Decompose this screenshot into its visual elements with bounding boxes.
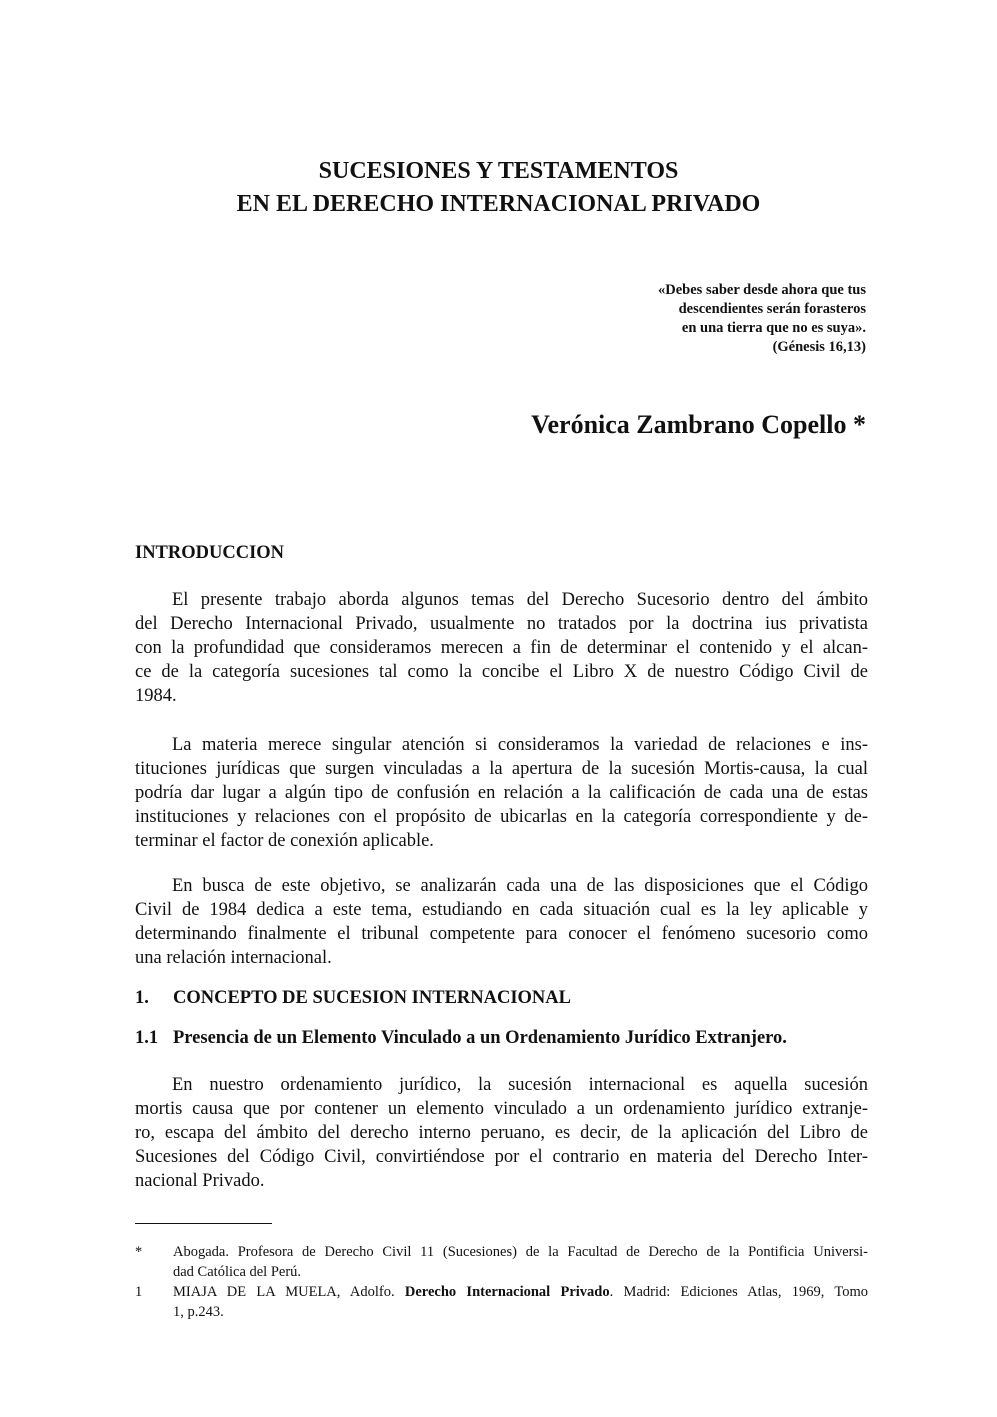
section-number: 1.1 [135, 1028, 159, 1048]
paragraph-line: determinando finalmente el tribunal competente para conocer el fenómeno sucesorio como [135, 924, 868, 944]
footnotes [135, 1242, 868, 1322]
paragraph-line: con la profundidad que consideramos merecen a fin de determinar el contenido y el alcan- [135, 638, 868, 658]
paragraph-line: El presente trabajo aborda algunos temas del Derecho Sucesorio dentro del ámbito [172, 590, 868, 610]
paragraph-line: Sucesiones del Código Civil, convirtiéndose por el contrario en materia del Derecho Inter- [135, 1147, 868, 1167]
citation-author: MIAJA DE LA MUELA, Adolfo. [173, 1284, 405, 1300]
author-name: Verónica Zambrano Copello * [531, 410, 866, 439]
citation-title: Derecho Internacional Privado [404, 1284, 610, 1300]
title-line-1: SUCESIONES Y TESTAMENTOS [318, 158, 679, 184]
paragraph-line: nacional Privado. [135, 1171, 265, 1191]
paragraph-line: ce de la categoría sucesiones tal como la concibe el Libro X de nuestro Código Civil de [135, 662, 868, 682]
citation-details: . Madrid: Ediciones Atlas, 1969, Tomo [609, 1284, 869, 1300]
section-title: Presencia de un Elemento Vinculado a un Ordenamiento Jurídico Extranjero. [173, 1028, 787, 1048]
epigraph-source: (Génesis 16,13) [772, 339, 866, 355]
footnote [135, 1282, 868, 1322]
paragraph [135, 874, 868, 970]
paragraph-line: mortis causa que por contener un elemento vinculado a un ordenamiento jurídico extranje- [135, 1099, 868, 1119]
epigraph-line: «Debes saber desde ahora que tus [658, 282, 866, 298]
paragraph [135, 588, 868, 708]
section-heading-1-1 [135, 1028, 787, 1049]
title-line-2: EN EL DERECHO INTERNACIONAL PRIVADO [236, 191, 761, 217]
paragraph [135, 733, 868, 853]
paragraph-line: Civil de 1984 dedica a este tema, estudiando en cada situación cual es la ley aplicable y [135, 900, 868, 920]
paragraph-line: 1984. [135, 686, 177, 706]
section-heading-introduccion: INTRODUCCION [135, 543, 285, 563]
paragraph-line: En busca de este objetivo, se analizarán cada una de las disposiciones que el Código [172, 876, 868, 896]
section-number: 1. [135, 988, 149, 1008]
paragraph-line: La materia merece singular atención si consideramos la variedad de relaciones e ins- [172, 735, 868, 755]
epigraph-line: en una tierra que no es suya». [681, 320, 866, 336]
footnote [135, 1242, 868, 1282]
paragraph-line: terminar el factor de conexión aplicable. [135, 831, 434, 851]
epigraph-line: descendientes serán forasteros [678, 301, 866, 317]
epigraph [658, 281, 866, 357]
footnote-text: Abogada. Profesora de Derecho Civil 11 (Sucesiones) de la Facultad de Derecho de la Pontificia Universi- [173, 1244, 868, 1260]
paragraph-line: tituciones jurídicas que surgen vinculadas a la apertura de la sucesión Mortis-causa, la cual [135, 759, 868, 779]
section-title: CONCEPTO DE SUCESION INTERNACIONAL [173, 988, 571, 1008]
footnote-mark: 1 [135, 1284, 143, 1300]
paragraph-line: ro, escapa del ámbito del derecho interno peruano, es decir, de la aplicación del Libro de [135, 1123, 868, 1143]
footnote-text [173, 1282, 868, 1302]
footnote-divider [135, 1223, 272, 1224]
paragraph-line: instituciones y relaciones con el propósito de ubicarlas en la categoría correspondiente y de- [135, 807, 868, 827]
paragraph [135, 1073, 868, 1193]
footnote-text: 1, p.243. [173, 1304, 224, 1320]
footnote-mark: * [135, 1244, 143, 1260]
paragraph-line: podría dar lugar a algún tipo de confusión en relación a la calificación de cada una de estas [135, 783, 868, 803]
paragraph-line: En nuestro ordenamiento jurídico, la sucesión internacional es aquella sucesión [172, 1075, 868, 1095]
paragraph-line: una relación internacional. [135, 948, 332, 968]
section-heading-1 [135, 988, 571, 1009]
paragraph-line: del Derecho Internacional Privado, usualmente no tratados por la doctrina ius privatista [135, 614, 868, 634]
footnote-text: dad Católica del Perú. [173, 1264, 302, 1280]
